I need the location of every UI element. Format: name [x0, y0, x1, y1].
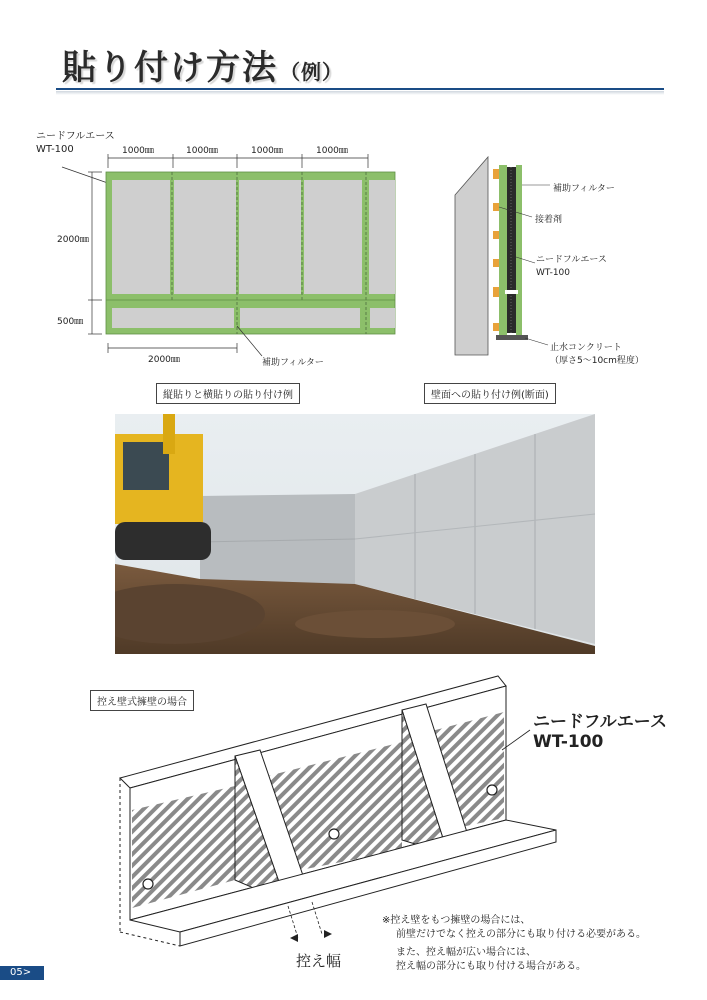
buttress-product-label-line1: ニードフルエース [533, 712, 667, 732]
section-filter-right [516, 165, 522, 335]
buttress-note-line1: ※控え壁をもつ擁壁の場合には、 [382, 915, 531, 926]
layout-panel-1 [112, 180, 170, 294]
page-title-main: 貼り付け方法 [62, 48, 278, 88]
section-label-product-line2: WT-100 [536, 268, 570, 278]
construction-photo [115, 414, 595, 654]
excavator-track [115, 522, 211, 560]
section-label-adhesive: 接着剤 [535, 215, 563, 225]
layout-width-label-3: 1000㎜ [251, 146, 283, 156]
layout-panel-3 [239, 180, 301, 294]
page-title-sub: （例） [280, 60, 343, 84]
section-wall [455, 157, 488, 355]
section-label-concrete [550, 342, 644, 368]
section-concrete [496, 335, 528, 340]
buttress-product-label-line2: WT-100 [533, 732, 604, 752]
buttress-note [382, 914, 646, 974]
section-label-product-line1: ニードフルエース [536, 255, 607, 265]
buttress-width-label: 控え幅 [296, 952, 342, 970]
layout-panel-2 [174, 180, 236, 294]
layout-caption: 縦貼りと横貼りの貼り付け例 [156, 383, 300, 404]
buttress-product-label [533, 712, 667, 752]
buttress-diagram [110, 670, 560, 950]
buttress-note-line3: また、控え幅が広い場合には、 [396, 947, 536, 958]
layout-height-lower-label: 500㎜ [57, 317, 84, 327]
layout-product-label-line1: ニードフルエース [36, 131, 115, 142]
layout-panel-5 [369, 180, 395, 294]
section-caption: 壁面への貼り付け例(断面) [424, 383, 556, 404]
layout-horizontal-panel-1 [112, 308, 234, 328]
buttress-note-line4: 控え幅の部分にも取り付ける場合がある。 [396, 961, 586, 972]
title-underline-shadow [56, 91, 664, 95]
layout-filter-label: 補助フィルター [262, 358, 324, 368]
section-label-concrete-line2: （厚さ5～10cm程度） [550, 356, 644, 366]
layout-panel-4 [304, 180, 362, 294]
section-label-product [536, 254, 607, 280]
buttress-note-line2: 前壁だけでなく控えの部分にも取り付ける必要がある。 [396, 929, 646, 940]
section-filter-left [499, 165, 507, 335]
section-product [507, 167, 516, 333]
layout-width-label-2: 1000㎜ [186, 146, 218, 156]
layout-horizontal-panel-2 [240, 308, 360, 328]
title-underline [56, 88, 664, 90]
layout-horizontal-panel-3 [370, 308, 395, 328]
page-title [62, 40, 343, 89]
section-label-filter: 補助フィルター [553, 184, 615, 194]
buttress-caption: 控え壁式擁壁の場合 [90, 690, 194, 711]
layout-diagram [40, 140, 410, 375]
layout-width-label-4: 1000㎜ [316, 146, 348, 156]
layout-bottom-width-label: 2000㎜ [148, 355, 180, 365]
page-number: 05> [0, 966, 44, 980]
layout-height-upper-label: 2000㎜ [57, 235, 89, 245]
section-label-concrete-line1: 止水コンクリート [550, 343, 622, 353]
layout-product-label-line2: WT-100 [36, 144, 74, 155]
layout-width-label-1: 1000㎜ [122, 146, 154, 156]
